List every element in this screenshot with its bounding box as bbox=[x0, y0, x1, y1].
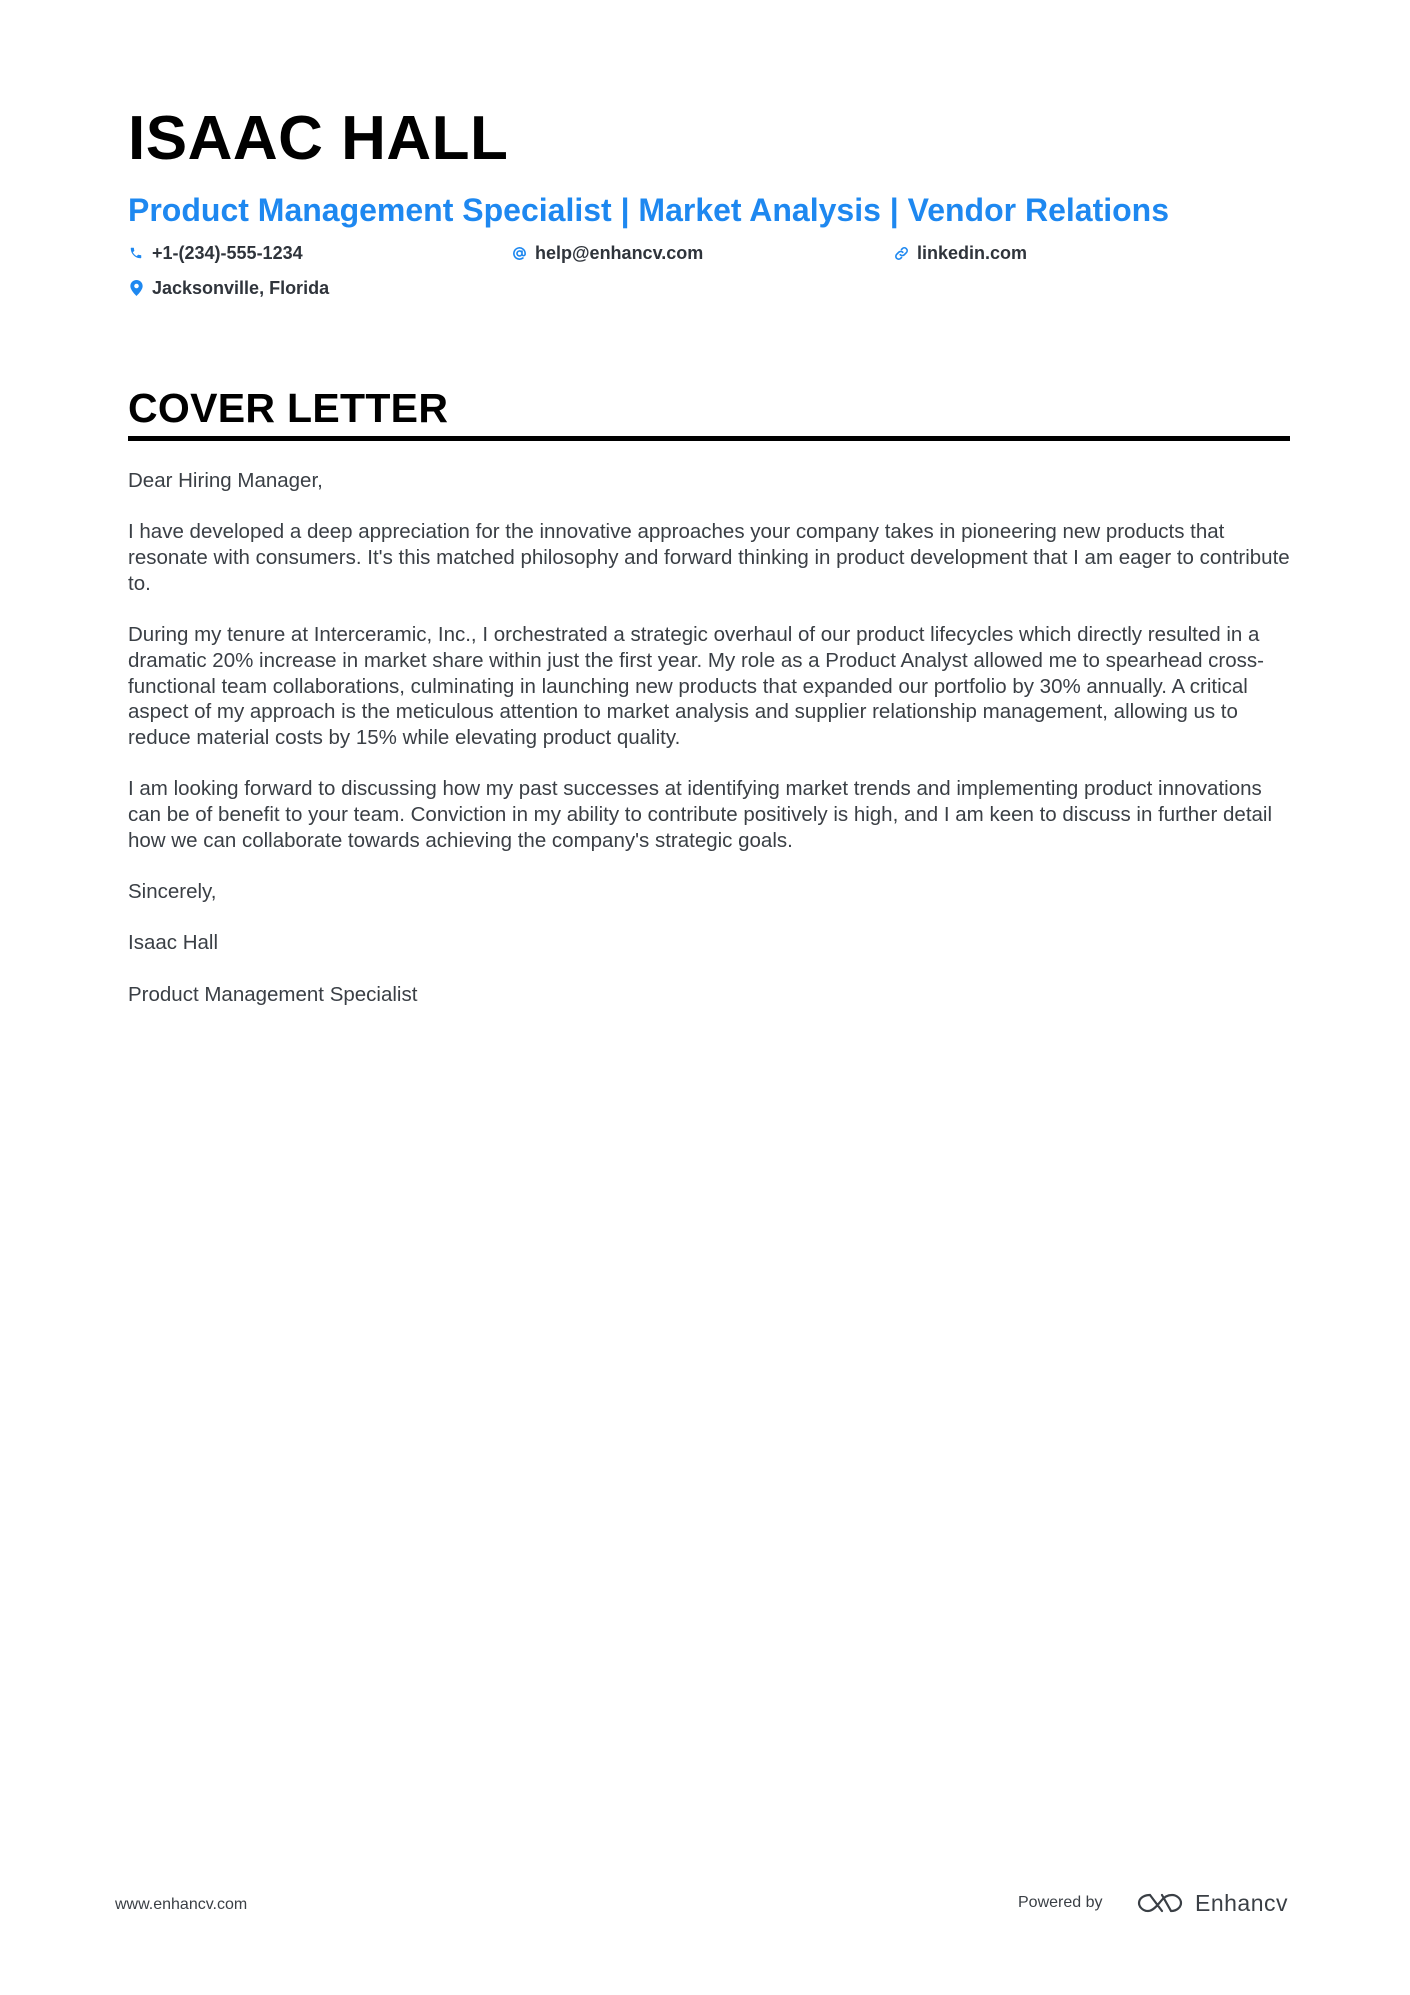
contact-linkedin bbox=[893, 244, 1027, 262]
contact-location bbox=[128, 279, 329, 297]
signature-title: Product Management Specialist bbox=[128, 982, 418, 1006]
phone-icon bbox=[128, 244, 144, 262]
section-divider bbox=[128, 436, 1290, 441]
powered-by-label: Powered by bbox=[1018, 1894, 1103, 1911]
phone-text[interactable]: +1-(234)-555-1234 bbox=[152, 243, 303, 263]
letter-body bbox=[128, 468, 1293, 1033]
signature-name: Isaac Hall bbox=[128, 931, 219, 955]
professional-headline: Product Management Specialist | Market Analysis | Vendor Relations bbox=[128, 192, 1170, 228]
footer-website-link[interactable]: www.enhancv.com bbox=[115, 1896, 248, 1913]
link-icon bbox=[893, 244, 909, 262]
letter-paragraph: During my tenure at Interceramic, Inc., I orchestrated a strategic overhaul of our product lifecycles which directly resulted in a dramatic 20% increase in market share within just the first year. My role as a Product Analyst allowed me to spearhead cross-functional team collaborations, culminating in launching new products that expanded our portfolio by 30% annually. A critical aspect of my approach is the meticulous attention to market analysis and supplier relationship management, allowing us to reduce material costs by 15% while elevating product quality. bbox=[128, 622, 1264, 750]
applicant-name: ISAAC HALL bbox=[128, 104, 509, 173]
location-text: Jacksonville, Florida bbox=[152, 278, 330, 298]
brand-name: Enhancv bbox=[1195, 1889, 1289, 1916]
contact-email bbox=[511, 244, 703, 262]
section-title: COVER LETTER bbox=[128, 385, 449, 431]
letter-paragraph: I am looking forward to discussing how my past successes at identifying market trends and implementing product innovations can be of benefit to your team. Conviction in my ability to contribute positively is high, and I am keen to discuss in further detail how we can collaborate towards achieving the company's strategic goals. bbox=[128, 777, 1273, 852]
letter-greeting: Dear Hiring Manager, bbox=[128, 469, 323, 492]
letter-paragraph: I have developed a deep appreciation for the innovative approaches your company takes in pioneering new products that resonate with consumers. It's this matched philosophy and forward thinking in product development that I am eager to contribute to. bbox=[128, 520, 1290, 595]
letter-closing: Sincerely, bbox=[128, 880, 217, 904]
location-pin-icon bbox=[128, 279, 144, 297]
email-text[interactable]: help@enhancv.com bbox=[535, 243, 704, 263]
linkedin-text[interactable]: linkedin.com bbox=[917, 243, 1028, 263]
enhancv-logo-icon bbox=[1137, 1890, 1183, 1916]
contact-phone bbox=[128, 244, 303, 262]
at-icon bbox=[511, 244, 527, 262]
brand-logo[interactable] bbox=[1137, 1886, 1288, 1920]
